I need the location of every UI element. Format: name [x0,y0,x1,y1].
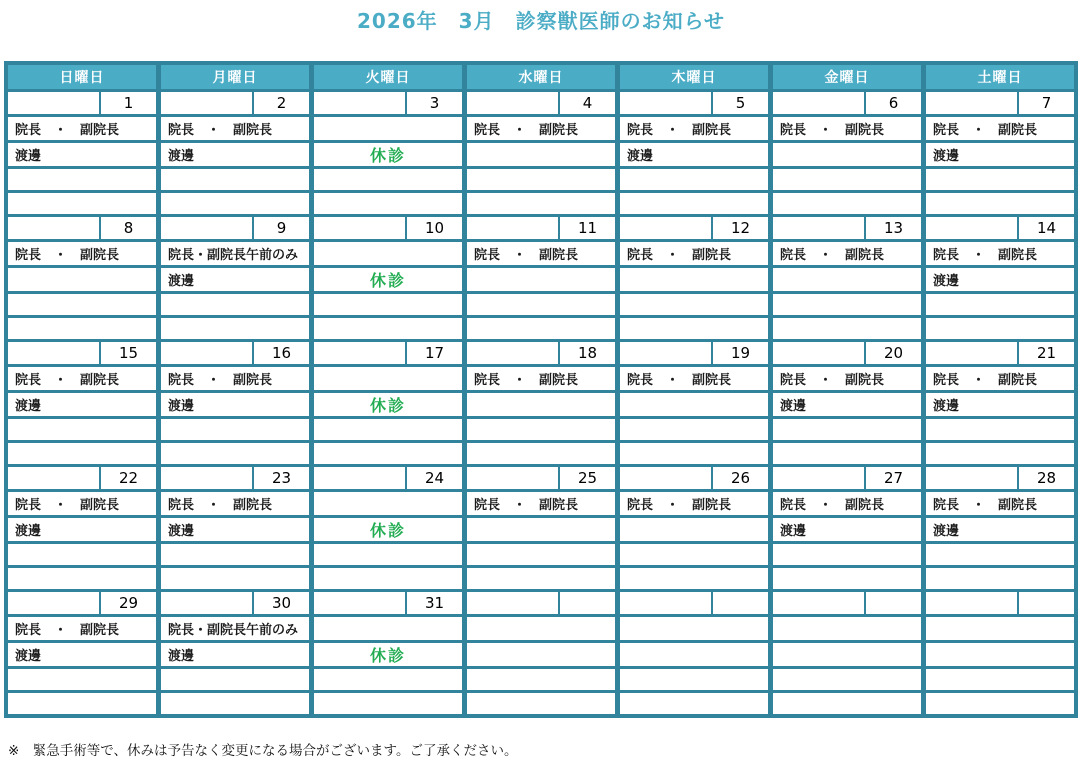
date-number: 18 [558,342,615,364]
day-header-5: 金曜日 [773,65,921,89]
closed-label-w2-d2: 休診 [314,268,462,291]
day-header-1: 月曜日 [161,65,309,89]
empty-cell-w5-r1-d2 [314,693,462,714]
date-cell-w4-d5 [773,467,921,489]
date-number: 12 [711,217,768,239]
staff-primary-cell-w5-d6 [926,617,1074,640]
date-number: 5 [711,92,768,114]
empty-cell-w4-r1-d1 [161,568,309,589]
date-spacer [620,342,711,364]
empty-cell-w1-r0-d0 [8,169,156,190]
staff-secondary-cell-w1-d3 [467,143,615,166]
staff-secondary-cell-w5-d0: 渡邊 [8,643,156,666]
date-number: 29 [99,592,156,614]
staff-primary-cell-w3-d1: 院長 ・ 副院長 [161,367,309,390]
staff-primary-cell-w2-d3: 院長 ・ 副院長 [467,242,615,265]
date-spacer [161,342,252,364]
date-cell-w1-d4 [620,92,768,114]
staff-primary-cell-w4-d5: 院長 ・ 副院長 [773,492,921,515]
empty-cell-w4-r1-d6 [926,568,1074,589]
date-number: 4 [558,92,615,114]
staff-primary-cell-w3-d3: 院長 ・ 副院長 [467,367,615,390]
date-cell-w2-d1 [161,217,309,239]
day-header-3: 水曜日 [467,65,615,89]
staff-secondary-cell-w5-d3 [467,643,615,666]
date-cell-w1-d3 [467,92,615,114]
empty-cell-w1-r0-d5 [773,169,921,190]
date-cell-w1-d1 [161,92,309,114]
date-number: 10 [405,217,462,239]
empty-cell-w5-r1-d1 [161,693,309,714]
staff-secondary-cell-w4-d4 [620,518,768,541]
empty-cell-w4-r0-d6 [926,544,1074,565]
date-spacer [620,92,711,114]
date-number: 17 [405,342,462,364]
empty-cell-w4-r1-d4 [620,568,768,589]
date-cell-w3-d1 [161,342,309,364]
date-cell-w1-d2 [314,92,462,114]
date-cell-w3-d2 [314,342,462,364]
empty-cell-w4-r0-d1 [161,544,309,565]
staff-primary-cell-w5-d0: 院長 ・ 副院長 [8,617,156,640]
staff-primary-cell-w2-d2 [314,242,462,265]
staff-secondary-cell-w5-d6 [926,643,1074,666]
empty-cell-w1-r0-d4 [620,169,768,190]
empty-cell-w2-r1-d6 [926,318,1074,339]
empty-cell-w4-r1-d3 [467,568,615,589]
staff-secondary-cell-w2-d0 [8,268,156,291]
page-title: 2026年 3月 診察獣医師のお知らせ [357,9,725,33]
date-number [1017,592,1074,614]
date-spacer [161,217,252,239]
day-header-6: 土曜日 [926,65,1074,89]
date-cell-w4-d0 [8,467,156,489]
staff-secondary-cell-w2-d5 [773,268,921,291]
date-number: 21 [1017,342,1074,364]
staff-primary-cell-w5-d2 [314,617,462,640]
date-spacer [926,592,1017,614]
date-number: 28 [1017,467,1074,489]
date-number: 27 [864,467,921,489]
staff-primary-cell-w2-d4: 院長 ・ 副院長 [620,242,768,265]
staff-primary-cell-w5-d1: 院長・副院長午前のみ [161,617,309,640]
date-number [864,592,921,614]
date-number: 13 [864,217,921,239]
empty-cell-w3-r0-d3 [467,419,615,440]
staff-secondary-cell-w3-d3 [467,393,615,416]
date-cell-w3-d3 [467,342,615,364]
footer-note: ※ 緊急手術等で、休みは予告なく変更になる場合がございます。ご了承ください。 [8,743,518,759]
date-cell-w4-d2 [314,467,462,489]
date-spacer [8,467,99,489]
date-spacer [161,92,252,114]
staff-primary-cell-w2-d0: 院長 ・ 副院長 [8,242,156,265]
date-spacer [8,217,99,239]
date-spacer [467,592,558,614]
date-cell-w5-d6 [926,592,1074,614]
empty-cell-w3-r1-d4 [620,443,768,464]
empty-cell-w2-r1-d5 [773,318,921,339]
staff-primary-cell-w5-d3 [467,617,615,640]
date-cell-w5-d3 [467,592,615,614]
empty-cell-w1-r1-d4 [620,193,768,214]
date-cell-w5-d5 [773,592,921,614]
date-spacer [620,592,711,614]
date-number: 11 [558,217,615,239]
staff-primary-cell-w4-d1: 院長 ・ 副院長 [161,492,309,515]
day-header-2: 火曜日 [314,65,462,89]
staff-secondary-cell-w3-d6: 渡邊 [926,393,1074,416]
staff-secondary-cell-w5-d1: 渡邊 [161,643,309,666]
staff-primary-cell-w1-d4: 院長 ・ 副院長 [620,117,768,140]
staff-secondary-cell-w1-d5 [773,143,921,166]
staff-secondary-cell-w1-d1: 渡邊 [161,143,309,166]
closed-label-w5-d2: 休診 [314,643,462,666]
empty-cell-w5-r0-d0 [8,669,156,690]
staff-secondary-cell-w3-d4 [620,393,768,416]
staff-primary-cell-w1-d2 [314,117,462,140]
empty-cell-w2-r0-d4 [620,294,768,315]
staff-secondary-cell-w1-d0: 渡邊 [8,143,156,166]
date-number: 6 [864,92,921,114]
staff-secondary-cell-w4-d3 [467,518,615,541]
date-cell-w5-d1 [161,592,309,614]
empty-cell-w4-r0-d5 [773,544,921,565]
date-cell-w4-d4 [620,467,768,489]
empty-cell-w3-r1-d1 [161,443,309,464]
date-spacer [467,92,558,114]
date-number: 1 [99,92,156,114]
empty-cell-w2-r0-d1 [161,294,309,315]
empty-cell-w2-r1-d3 [467,318,615,339]
date-cell-w5-d0 [8,592,156,614]
empty-cell-w3-r1-d6 [926,443,1074,464]
date-cell-w1-d5 [773,92,921,114]
empty-cell-w3-r0-d5 [773,419,921,440]
empty-cell-w2-r0-d5 [773,294,921,315]
empty-cell-w1-r1-d3 [467,193,615,214]
staff-primary-cell-w4-d0: 院長 ・ 副院長 [8,492,156,515]
date-number: 3 [405,92,462,114]
staff-primary-cell-w1-d1: 院長 ・ 副院長 [161,117,309,140]
date-cell-w5-d4 [620,592,768,614]
staff-secondary-cell-w5-d4 [620,643,768,666]
date-cell-w2-d4 [620,217,768,239]
empty-cell-w2-r1-d0 [8,318,156,339]
date-spacer [161,592,252,614]
staff-secondary-cell-w5-d5 [773,643,921,666]
closed-label-w3-d2: 休診 [314,393,462,416]
empty-cell-w5-r0-d4 [620,669,768,690]
date-spacer [314,217,405,239]
date-cell-w3-d6 [926,342,1074,364]
empty-cell-w5-r0-d6 [926,669,1074,690]
date-spacer [620,467,711,489]
empty-cell-w3-r0-d0 [8,419,156,440]
date-number: 24 [405,467,462,489]
staff-secondary-cell-w2-d4 [620,268,768,291]
staff-secondary-cell-w2-d6: 渡邊 [926,268,1074,291]
staff-primary-cell-w1-d6: 院長 ・ 副院長 [926,117,1074,140]
empty-cell-w2-r1-d4 [620,318,768,339]
empty-cell-w1-r0-d2 [314,169,462,190]
staff-primary-cell-w3-d6: 院長 ・ 副院長 [926,367,1074,390]
date-cell-w2-d3 [467,217,615,239]
date-number: 16 [252,342,309,364]
date-number: 9 [252,217,309,239]
staff-primary-cell-w5-d4 [620,617,768,640]
staff-secondary-cell-w1-d4: 渡邊 [620,143,768,166]
date-spacer [314,467,405,489]
date-spacer [773,92,864,114]
date-number: 31 [405,592,462,614]
empty-cell-w5-r1-d3 [467,693,615,714]
date-number: 25 [558,467,615,489]
empty-cell-w3-r1-d2 [314,443,462,464]
empty-cell-w1-r1-d0 [8,193,156,214]
date-spacer [8,92,99,114]
date-cell-w1-d0 [8,92,156,114]
staff-secondary-cell-w3-d5: 渡邊 [773,393,921,416]
empty-cell-w1-r1-d1 [161,193,309,214]
date-cell-w2-d2 [314,217,462,239]
empty-cell-w3-r1-d5 [773,443,921,464]
empty-cell-w4-r1-d2 [314,568,462,589]
staff-secondary-cell-w2-d3 [467,268,615,291]
date-number: 30 [252,592,309,614]
date-number: 7 [1017,92,1074,114]
empty-cell-w5-r1-d0 [8,693,156,714]
date-spacer [467,342,558,364]
date-number: 26 [711,467,768,489]
empty-cell-w4-r1-d5 [773,568,921,589]
empty-cell-w2-r0-d3 [467,294,615,315]
date-number [558,592,615,614]
empty-cell-w1-r1-d2 [314,193,462,214]
empty-cell-w5-r0-d1 [161,669,309,690]
date-number: 19 [711,342,768,364]
empty-cell-w3-r1-d0 [8,443,156,464]
date-spacer [773,467,864,489]
empty-cell-w5-r0-d5 [773,669,921,690]
staff-secondary-cell-w3-d1: 渡邊 [161,393,309,416]
date-cell-w4-d3 [467,467,615,489]
empty-cell-w4-r0-d0 [8,544,156,565]
date-number [711,592,768,614]
empty-cell-w3-r0-d6 [926,419,1074,440]
empty-cell-w4-r0-d4 [620,544,768,565]
date-spacer [314,92,405,114]
closed-label-w4-d2: 休診 [314,518,462,541]
staff-primary-cell-w3-d5: 院長 ・ 副院長 [773,367,921,390]
date-spacer [161,467,252,489]
date-number: 15 [99,342,156,364]
staff-secondary-cell-w3-d0: 渡邊 [8,393,156,416]
date-cell-w4-d1 [161,467,309,489]
date-number: 20 [864,342,921,364]
date-spacer [314,342,405,364]
empty-cell-w2-r1-d1 [161,318,309,339]
staff-primary-cell-w3-d4: 院長 ・ 副院長 [620,367,768,390]
empty-cell-w1-r1-d5 [773,193,921,214]
date-spacer [926,92,1017,114]
staff-primary-cell-w4-d4: 院長 ・ 副院長 [620,492,768,515]
empty-cell-w4-r1-d0 [8,568,156,589]
empty-cell-w4-r0-d3 [467,544,615,565]
staff-secondary-cell-w1-d6: 渡邊 [926,143,1074,166]
empty-cell-w1-r1-d6 [926,193,1074,214]
date-number: 2 [252,92,309,114]
day-header-0: 日曜日 [8,65,156,89]
staff-primary-cell-w2-d5: 院長 ・ 副院長 [773,242,921,265]
date-cell-w1-d6 [926,92,1074,114]
date-spacer [773,592,864,614]
staff-primary-cell-w4-d6: 院長 ・ 副院長 [926,492,1074,515]
date-cell-w3-d4 [620,342,768,364]
empty-cell-w2-r0-d6 [926,294,1074,315]
date-cell-w3-d5 [773,342,921,364]
date-spacer [8,592,99,614]
empty-cell-w5-r1-d4 [620,693,768,714]
empty-cell-w5-r1-d6 [926,693,1074,714]
schedule-calendar-table [4,61,1078,718]
staff-primary-cell-w1-d5: 院長 ・ 副院長 [773,117,921,140]
empty-cell-w5-r0-d2 [314,669,462,690]
empty-cell-w5-r1-d5 [773,693,921,714]
empty-cell-w1-r0-d3 [467,169,615,190]
date-spacer [926,217,1017,239]
date-cell-w5-d2 [314,592,462,614]
date-cell-w4-d6 [926,467,1074,489]
date-spacer [620,217,711,239]
empty-cell-w1-r0-d1 [161,169,309,190]
date-cell-w2-d6 [926,217,1074,239]
date-spacer [926,342,1017,364]
staff-secondary-cell-w4-d6: 渡邊 [926,518,1074,541]
empty-cell-w3-r0-d2 [314,419,462,440]
date-spacer [773,217,864,239]
date-spacer [926,467,1017,489]
staff-secondary-cell-w4-d1: 渡邊 [161,518,309,541]
closed-label-w1-d2: 休診 [314,143,462,166]
empty-cell-w2-r1-d2 [314,318,462,339]
date-spacer [8,342,99,364]
empty-cell-w3-r1-d3 [467,443,615,464]
staff-primary-cell-w4-d2 [314,492,462,515]
empty-cell-w5-r0-d3 [467,669,615,690]
empty-cell-w2-r0-d2 [314,294,462,315]
staff-secondary-cell-w4-d5: 渡邊 [773,518,921,541]
date-cell-w2-d5 [773,217,921,239]
empty-cell-w3-r0-d1 [161,419,309,440]
date-spacer [773,342,864,364]
date-number: 22 [99,467,156,489]
date-spacer [314,592,405,614]
date-cell-w2-d0 [8,217,156,239]
staff-primary-cell-w2-d1: 院長・副院長午前のみ [161,242,309,265]
empty-cell-w4-r0-d2 [314,544,462,565]
date-cell-w3-d0 [8,342,156,364]
staff-primary-cell-w1-d3: 院長 ・ 副院長 [467,117,615,140]
staff-primary-cell-w3-d0: 院長 ・ 副院長 [8,367,156,390]
empty-cell-w1-r0-d6 [926,169,1074,190]
staff-primary-cell-w4-d3: 院長 ・ 副院長 [467,492,615,515]
staff-secondary-cell-w2-d1: 渡邊 [161,268,309,291]
empty-cell-w2-r0-d0 [8,294,156,315]
day-header-4: 木曜日 [620,65,768,89]
date-number: 14 [1017,217,1074,239]
staff-primary-cell-w2-d6: 院長 ・ 副院長 [926,242,1074,265]
staff-primary-cell-w1-d0: 院長 ・ 副院長 [8,117,156,140]
date-spacer [467,217,558,239]
date-number: 23 [252,467,309,489]
staff-primary-cell-w5-d5 [773,617,921,640]
date-spacer [467,467,558,489]
staff-secondary-cell-w4-d0: 渡邊 [8,518,156,541]
date-number: 8 [99,217,156,239]
staff-primary-cell-w3-d2 [314,367,462,390]
empty-cell-w3-r0-d4 [620,419,768,440]
